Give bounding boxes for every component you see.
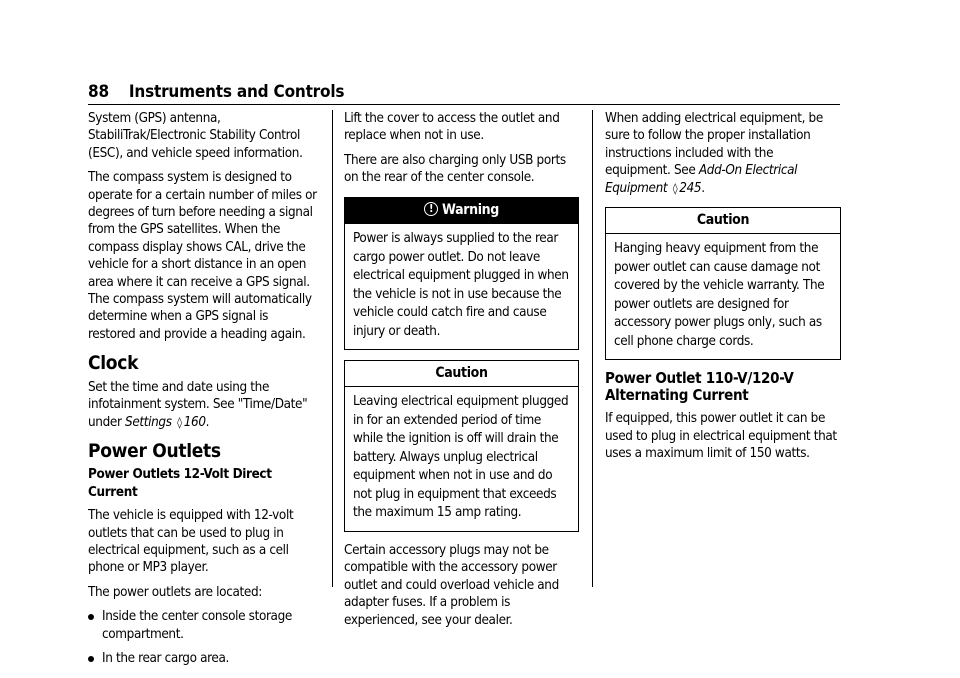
header-divider [88,104,840,105]
caution-header: Caution [345,361,578,387]
paragraph-compass: The compass system is designed to operate for a certain number of miles or degrees of turn before needing a signal from the GPS satellites. When the compass display shows CAL, drive the vehicle for a short distance in an open area where it can receive a GPS signal. The compass system will automatically determine when a GPS signal is restored and provide a heading again. [88,170,317,342]
list-item: Inside the center console storage compartment. [88,608,318,643]
paragraph-ac: If equipped, this power outlet it can be used to plug in electrical equipment that uses a maximum limit of 150 watts. [605,411,837,462]
caution-box [605,207,841,360]
subheading-dc: Power Outlets 12-Volt Direct Current [88,467,272,500]
heading-clock: Clock [88,352,139,375]
page-header [88,82,840,102]
page-ref-icon: ◊ [177,415,182,429]
paragraph-located: The power outlets are located: [88,584,262,600]
page-ref-icon: ◊ [672,181,678,195]
paragraph-gps: System (GPS) antenna, StabiliTrak/Electronic Stability Control (ESC), and vehicle speed information. [88,111,303,161]
bullet-icon [88,650,98,667]
settings-page-ref[interactable]: 160 [183,414,206,430]
heading-power-outlets: Power Outlets [88,439,221,462]
column-2 [344,110,579,636]
add-on-equipment-link[interactable]: Add-On Electrical Equipment [605,163,798,196]
column-3 [605,110,841,470]
add-on-page-ref[interactable]: 245 [679,180,702,196]
warning-box [344,197,579,350]
bullet-icon [88,608,98,643]
page-number: 88 [88,82,109,102]
caution-box [344,360,579,532]
paragraph-usb: There are also charging only USB ports on the rear of the center console. [344,152,566,186]
column-divider [592,110,593,587]
warning-icon [424,202,438,216]
paragraph-adding-equipment: When adding electrical equipment, be sure to follow the proper installation instructions included with the equipment. See Add-On Electrical Equipment ◊ 245. [605,111,823,196]
list-item: In the rear cargo area. [88,650,318,667]
caution-text: Leaving electrical equipment plugged in for an extended period of time while the ignition is off will drain the battery. Always unplug electrical equipment when not in use and do not plug in equipment that exceeds the maximum 15 amp rating. [353,394,569,521]
paragraph-dc: The vehicle is equipped with 12-volt outlets that can be used to plug in electrical equipment, such as a cell phone or MP3 player. [88,508,294,576]
clock-text: Set the time and date using the infotainment system. See "Time/Date" under [88,379,308,430]
paragraph-accessory-plugs: Certain accessory plugs may not be compatible with the accessory power outlet and could overload vehicle and adapter fuses. If a problem is experienced, see your dealer. [344,542,559,628]
caution-header: Caution [606,208,840,234]
column-divider [332,110,333,587]
warning-text: Power is always supplied to the rear cargo power outlet. Do not leave electrical equipment plugged in when the vehicle is not in use because the vehicle could catch fire and cause injury or death. [353,231,569,339]
paragraph-lift-cover: Lift the cover to access the outlet and replace when not in use. [344,111,560,144]
warning-header: !Warning [345,198,578,224]
section-title: Instruments and Controls [128,82,345,102]
settings-link[interactable]: Settings [125,414,172,430]
caution-text: Hanging heavy equipment from the power outlet can cause damage not covered by the vehicle warranty. The power outlets are designed for accessory power plugs only, such as cell phone charge cords. [614,241,825,349]
column-1 [88,110,318,674]
paragraph-clock: Set the time and date using the infotainment system. See "Time/Date" under Settings ◊ 160. [88,379,308,430]
heading-ac-outlet: Power Outlet 110-V/120-V Alternating Current [605,369,794,405]
